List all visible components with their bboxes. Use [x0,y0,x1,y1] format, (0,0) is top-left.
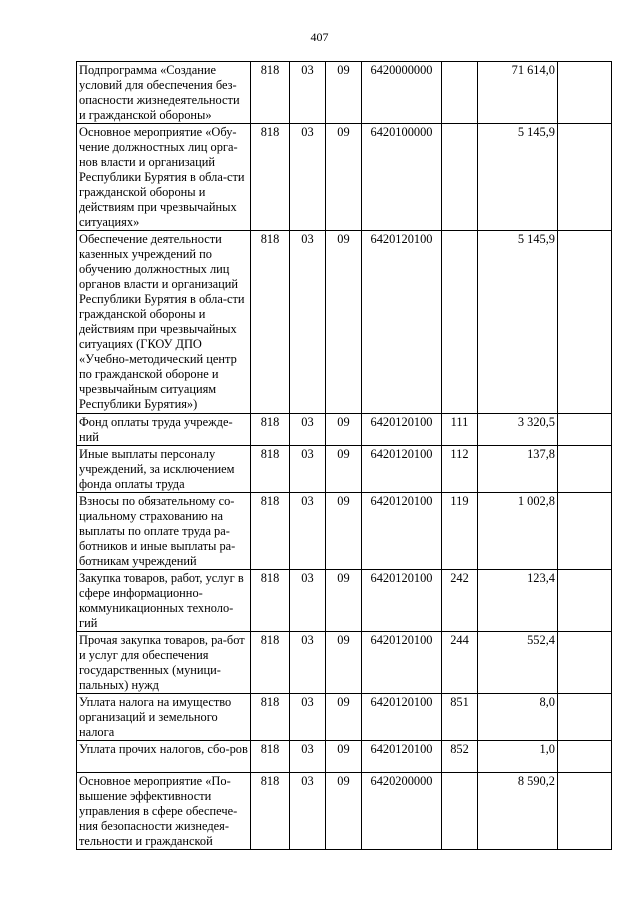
cell-target: 6420120100 [362,632,442,694]
cell-expense-type: 242 [442,570,478,632]
cell-amount: 552,4 [478,632,558,694]
cell-amount: 1,0 [478,741,558,773]
cell-amount: 71 614,0 [478,62,558,124]
cell-expense-type [442,231,478,414]
cell-expense-type: 112 [442,446,478,493]
cell-amount: 5 145,9 [478,124,558,231]
cell-amount: 137,8 [478,446,558,493]
cell-expense-type: 119 [442,493,478,570]
cell-ministry: 818 [251,741,290,773]
cell-subsection: 09 [326,741,362,773]
cell-amount: 123,4 [478,570,558,632]
cell-amount: 8,0 [478,694,558,741]
cell-extra [558,446,612,493]
cell-target: 6420120100 [362,493,442,570]
cell-ministry: 818 [251,124,290,231]
cell-name: Закупка товаров, работ, услуг в сфере информационно-коммуникационных техноло-гий [77,570,251,632]
table-row [77,62,612,124]
cell-name: Основное мероприятие «Обу-чение должностных лиц орга-нов власти и организаций Республики Бурятия в обла-сти гражданской обороны и действиям при чрезвычайных ситуациях» [77,124,251,231]
table-row [77,414,612,446]
cell-name: Прочая закупка товаров, ра-бот и услуг для обеспечения государственных (муници-пальных) нужд [77,632,251,694]
table-row [77,773,612,850]
table-row [77,231,612,414]
cell-expense-type: 852 [442,741,478,773]
cell-expense-type [442,773,478,850]
cell-ministry: 818 [251,570,290,632]
cell-name: Фонд оплаты труда учрежде-ний [77,414,251,446]
cell-name: Взносы по обязательному со-циальному страхованию на выплаты по оплате труда ра-ботников и иные выплаты ра-ботникам учреждений [77,493,251,570]
cell-subsection: 09 [326,694,362,741]
cell-name: Иные выплаты персоналу учреждений, за исключением фонда оплаты труда [77,446,251,493]
cell-name: Основное мероприятие «По-вышение эффективности управления в сфере обеспече-ния безопасности жизнедея-тельности и гражданской [77,773,251,850]
table-body [77,62,612,850]
table-row [77,632,612,694]
cell-target: 6420120100 [362,446,442,493]
cell-expense-type: 851 [442,694,478,741]
cell-extra [558,773,612,850]
table-row [77,493,612,570]
cell-section: 03 [290,694,326,741]
cell-section: 03 [290,632,326,694]
table-row [77,446,612,493]
cell-subsection: 09 [326,773,362,850]
cell-name: Уплата налога на имущество организаций и земельного налога [77,694,251,741]
cell-expense-type [442,62,478,124]
cell-name: Подпрограмма «Создание условий для обеспечения без-опасности жизнедеятельности и гражданской обороны» [77,62,251,124]
cell-ministry: 818 [251,231,290,414]
cell-subsection: 09 [326,493,362,570]
cell-ministry: 818 [251,773,290,850]
cell-section: 03 [290,741,326,773]
cell-extra [558,231,612,414]
cell-extra [558,741,612,773]
cell-expense-type [442,124,478,231]
cell-section: 03 [290,124,326,231]
table-row [77,741,612,773]
cell-section: 03 [290,231,326,414]
cell-extra [558,62,612,124]
cell-target: 6420120100 [362,741,442,773]
cell-subsection: 09 [326,124,362,231]
cell-ministry: 818 [251,493,290,570]
cell-target: 6420120100 [362,231,442,414]
budget-table [76,61,612,850]
cell-amount: 5 145,9 [478,231,558,414]
cell-extra [558,632,612,694]
cell-target: 6420120100 [362,694,442,741]
cell-subsection: 09 [326,414,362,446]
cell-expense-type: 111 [442,414,478,446]
cell-ministry: 818 [251,632,290,694]
cell-amount: 3 320,5 [478,414,558,446]
cell-target: 6420000000 [362,62,442,124]
cell-ministry: 818 [251,694,290,741]
cell-section: 03 [290,773,326,850]
table-row [77,124,612,231]
cell-target: 6420200000 [362,773,442,850]
cell-expense-type: 244 [442,632,478,694]
cell-amount: 8 590,2 [478,773,558,850]
cell-subsection: 09 [326,570,362,632]
cell-ministry: 818 [251,414,290,446]
page-number: 407 [310,30,329,44]
table-row [77,694,612,741]
cell-section: 03 [290,493,326,570]
cell-ministry: 818 [251,446,290,493]
cell-extra [558,124,612,231]
cell-target: 6420120100 [362,414,442,446]
cell-name: Обеспечение деятельности казенных учреждений по обучению должностных лиц органов власти и организаций Республики Бурятия в обла-сти гражданской обороны и действиям при чрезвычайных ситуациях (ГКОУ ДПО «Учебно-методический центр по гражданской обороне и чрезвычайным ситуациям Республики Бурятия») [77,231,251,414]
cell-target: 6420120100 [362,570,442,632]
cell-subsection: 09 [326,231,362,414]
table-row [77,570,612,632]
cell-section: 03 [290,446,326,493]
cell-extra [558,694,612,741]
cell-extra [558,570,612,632]
cell-name: Уплата прочих налогов, сбо-ров [77,741,251,773]
cell-subsection: 09 [326,632,362,694]
cell-section: 03 [290,62,326,124]
cell-extra [558,493,612,570]
cell-target: 6420100000 [362,124,442,231]
cell-section: 03 [290,570,326,632]
cell-amount: 1 002,8 [478,493,558,570]
cell-ministry: 818 [251,62,290,124]
cell-subsection: 09 [326,446,362,493]
cell-extra [558,414,612,446]
cell-section: 03 [290,414,326,446]
cell-subsection: 09 [326,62,362,124]
